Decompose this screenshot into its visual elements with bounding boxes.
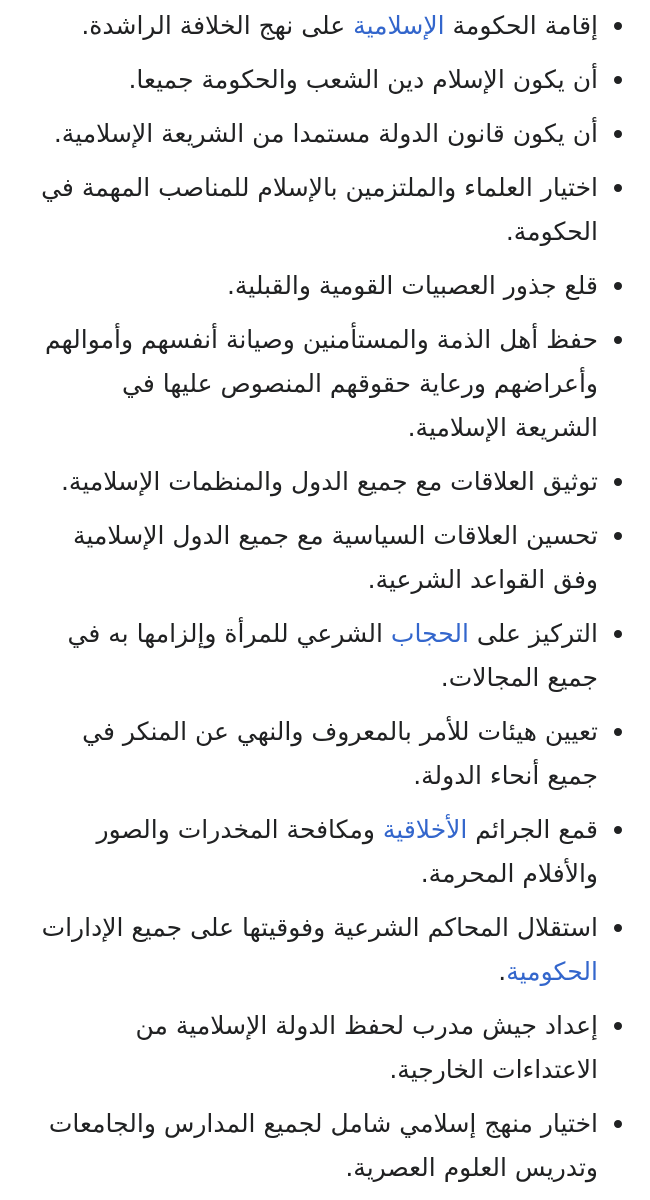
item-text: تعيين هيئات للأمر بالمعروف والنهي عن المنكر في جميع أنحاء الدولة. xyxy=(82,717,598,790)
list-item xyxy=(34,710,622,798)
list-item xyxy=(34,264,622,308)
wiki-link[interactable]: الأخلاقية xyxy=(382,815,468,844)
bullet-dot-icon xyxy=(614,22,622,30)
item-text: ومكافحة المخدرات والصور والأفلام المحرمة. xyxy=(96,815,598,888)
item-text: استقلال المحاكم الشرعية وفوقيتها على جميع الإدارات xyxy=(41,913,598,942)
item-text: قمع الجرائم xyxy=(467,815,598,844)
item-text: اختيار منهج إسلامي شامل لجميع المدارس والجامعات وتدريس العلوم العصرية. xyxy=(48,1109,598,1182)
item-text: الشرعي للمرأة وإلزامها به في جميع المجالات. xyxy=(67,619,598,692)
bullet-dot-icon xyxy=(614,282,622,290)
list-item xyxy=(34,808,622,896)
item-text: إقامة الحكومة xyxy=(444,11,598,40)
wiki-link[interactable]: الحكومية xyxy=(506,957,598,986)
bullet-dot-icon xyxy=(614,532,622,540)
wiki-link[interactable]: الإسلامية xyxy=(353,11,445,40)
bullet-dot-icon xyxy=(614,130,622,138)
list-item xyxy=(34,906,622,994)
bullet-dot-icon xyxy=(614,336,622,344)
item-text: إعداد جيش مدرب لحفظ الدولة الإسلامية من الاعتداءات الخارجية. xyxy=(135,1011,598,1084)
bullet-dot-icon xyxy=(614,630,622,638)
item-text: على نهج الخلافة الراشدة. xyxy=(81,11,354,40)
bullet-dot-icon xyxy=(614,184,622,192)
item-text: التركيز على xyxy=(468,619,598,648)
item-text: حفظ أهل الذمة والمستأمنين وصيانة أنفسهم وأموالهم وأعراضهم ورعاية حقوقهم المنصوص عليها في الشريعة الإسلامية. xyxy=(44,325,598,442)
list-item xyxy=(34,112,622,156)
bullet-dot-icon xyxy=(614,924,622,932)
item-text: أن يكون قانون الدولة مستمدا من الشريعة الإسلامية. xyxy=(53,119,598,148)
list-item xyxy=(34,166,622,254)
item-text: اختيار العلماء والملتزمين بالإسلام للمناصب المهمة في الحكومة. xyxy=(41,173,598,246)
bullet-dot-icon xyxy=(614,76,622,84)
bullet-dot-icon xyxy=(614,1022,622,1030)
item-text: أن يكون الإسلام دين الشعب والحكومة جميعا. xyxy=(128,65,598,94)
list-item xyxy=(34,514,622,602)
item-text: . xyxy=(498,957,507,986)
list-item xyxy=(34,318,622,450)
bullet-list xyxy=(34,0,622,1190)
bullet-dot-icon xyxy=(614,1120,622,1128)
list-item xyxy=(34,1004,622,1092)
bullet-dot-icon xyxy=(614,826,622,834)
item-text: قلع جذور العصبيات القومية والقبلية. xyxy=(226,271,598,300)
bullet-dot-icon xyxy=(614,478,622,486)
list-item xyxy=(34,1102,622,1190)
item-text: تحسين العلاقات السياسية مع جميع الدول الإسلامية وفق القواعد الشرعية. xyxy=(73,521,598,594)
bullet-dot-icon xyxy=(614,728,622,736)
list-item xyxy=(34,58,622,102)
list-item xyxy=(34,612,622,700)
list-item xyxy=(34,4,622,48)
item-text: توثيق العلاقات مع جميع الدول والمنظمات الإسلامية. xyxy=(60,467,598,496)
list-item xyxy=(34,460,622,504)
wiki-link[interactable]: الحجاب xyxy=(390,619,469,648)
